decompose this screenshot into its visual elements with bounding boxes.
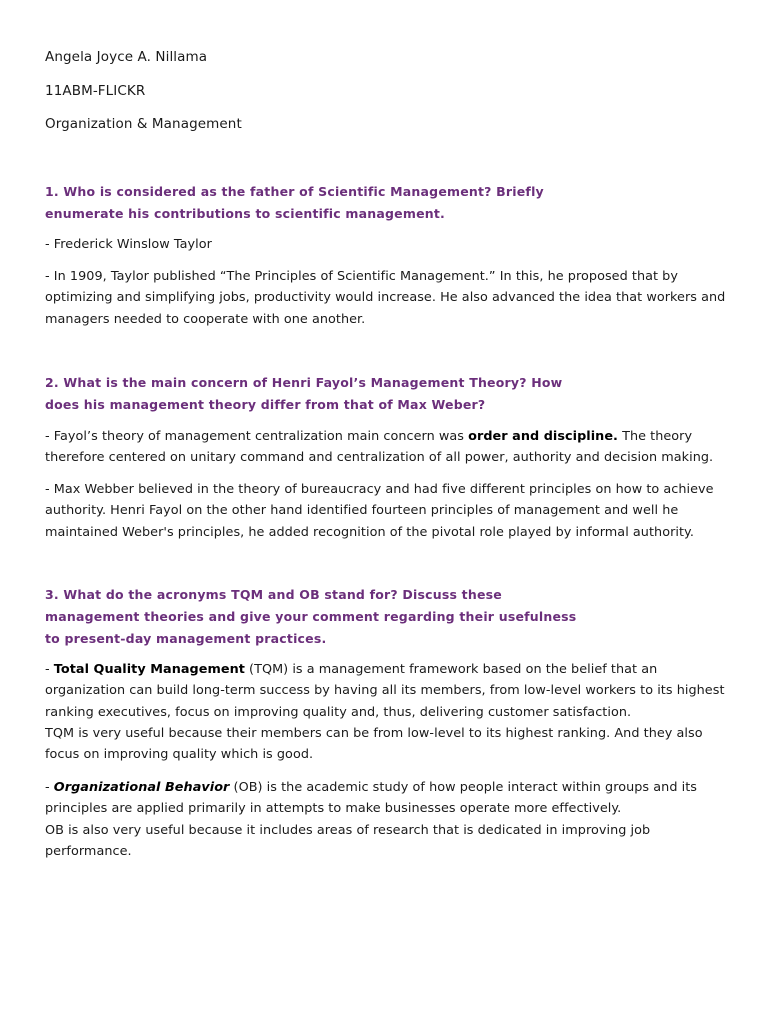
answer-3-tqm-prefix: - bbox=[45, 662, 54, 677]
answer-3-tqm-text: (TQM) is a management framework based on the belief that an organization can build long-term success by having all its members, from low-level workers to its highest ranking executives, focus on improving quality and, thus, delivering customer satisfaction. bbox=[45, 662, 725, 720]
question-1 bbox=[45, 181, 725, 225]
answer-1-name: - Frederick Winslow Taylor bbox=[45, 237, 212, 252]
answer-2-fayol-post: The theory therefore centered on unitary command and centralization of all power, authority and decision making. bbox=[45, 429, 714, 466]
answer-3-tqm-comment: TQM is very useful because their members can be from low-level to its highest ranking. And they also focus on improving quality which is good. bbox=[45, 725, 703, 763]
answer-3-ob-comment: OB is also very useful because it includes areas of research that is dedicated in improving job performance. bbox=[45, 822, 651, 859]
answer-3-ob-term: Organizational Behavior bbox=[53, 780, 230, 795]
question-2-line-1: 2. What is the main concern of Henri Fayol’s Management Theory? How bbox=[45, 375, 563, 390]
answer-3-tqm-term: Total Quality Management bbox=[53, 662, 245, 677]
answer-3-ob-prefix: - bbox=[45, 780, 54, 795]
question-3 bbox=[45, 584, 725, 650]
student-section: 11ABM-FLICKR bbox=[45, 83, 146, 99]
question-1-line-1: 1. Who is considered as the father of Scientific Management? Briefly bbox=[45, 184, 544, 199]
answer-2-fayol bbox=[45, 426, 735, 469]
answer-2-fayol-emphasis: order and discipline. bbox=[468, 429, 618, 444]
question-3-line-1: 3. What do the acronyms TQM and OB stand for? Discuss these bbox=[45, 587, 502, 602]
answer-3-ob-text: (OB) is the academic study of how people interact within groups and its principles are applied primarily in attempts to make businesses operate more effectively. bbox=[45, 780, 698, 817]
question-2 bbox=[45, 372, 725, 416]
answer-1-contributions: - In 1909, Taylor published “The Principles of Scientific Management.” In this, he proposed that by optimizing and simplifying jobs, productivity would increase. He also advanced the idea that workers and managers needed to cooperate with one another. bbox=[45, 269, 726, 327]
subject-title: Organization & Management bbox=[45, 116, 242, 132]
question-3-line-2: management theories and give your comment regarding their usefulness bbox=[45, 609, 577, 624]
answer-2-weber: - Max Webber believed in the theory of bureaucracy and had five different principles on how to achieve authority. Henri Fayol on the other hand identified fourteen principles of management and well he maintained Weber's principles, he added recognition of the pivotal role played by informal authority. bbox=[45, 482, 714, 540]
answer-3-ob bbox=[45, 777, 735, 862]
answer-3-tqm bbox=[45, 659, 735, 765]
answer-2-fayol-pre: - Fayol’s theory of management centralization main concern was bbox=[45, 429, 469, 444]
student-name: Angela Joyce A. Nillama bbox=[45, 49, 208, 65]
question-1-line-2: enumerate his contributions to scientific management. bbox=[45, 206, 445, 221]
question-2-line-2: does his management theory differ from that of Max Weber? bbox=[45, 397, 486, 412]
question-3-line-3: to present-day management practices. bbox=[45, 631, 327, 646]
